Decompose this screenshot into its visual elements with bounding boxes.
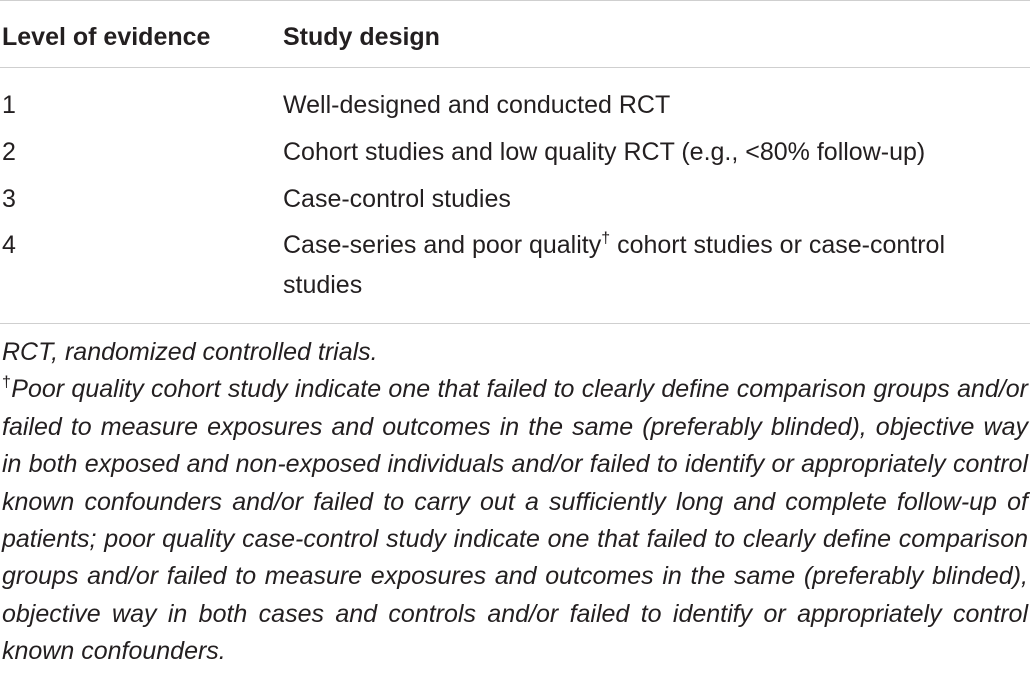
study-design-cell: Case-control studies [283,185,511,213]
table-header-rule [0,67,1030,68]
table-top-rule [0,0,1030,1]
design-text-start: Case-series and poor quality [283,231,602,259]
design-text-end: cohort studies or case-control studies [283,231,946,299]
table-row [0,132,1030,179]
abbreviation-footnote: RCT, randomized controlled trials. [2,338,378,366]
header-level-of-evidence: Level of evidence [2,23,211,51]
table-row [0,85,1030,132]
dagger-symbol: † [2,374,12,392]
study-design-cell [283,225,1023,305]
table-row [0,225,1030,309]
table-bottom-rule [0,323,1030,324]
table-body [0,85,1030,309]
level-cell: 3 [2,185,16,213]
level-cell: 1 [2,91,16,119]
table-footnotes [2,334,1028,671]
level-cell: 4 [2,231,16,259]
header-study-design: Study design [283,23,440,51]
dagger-footnote [2,371,1028,670]
level-cell: 2 [2,138,16,166]
dagger-footnote-text: Poor quality cohort study indicate one that failed to clearly define comparison groups and/or failed to measure exposures and outcomes in the same (preferably blinded), objective way in both exposed and non-exposed individuals and/or failed to identify or appropriately control known confounders and/or failed to carry out a sufficiently long and complete follow-up of patients; poor quality case-control study indicate one that failed to clearly define comparison groups and/or failed to measure exposures and outcomes in the same (preferably blinded), objective way in both cases and controls and/or failed to identify or appropriately control known confounders. [2,375,1028,666]
study-design-cell: Well-designed and conducted RCT [283,91,671,119]
table-row [0,179,1030,225]
study-design-cell: Cohort studies and low quality RCT (e.g., <80% follow-up) [283,138,926,166]
dagger-footnote-mark: † [601,230,611,247]
table-header-row [0,19,1030,55]
